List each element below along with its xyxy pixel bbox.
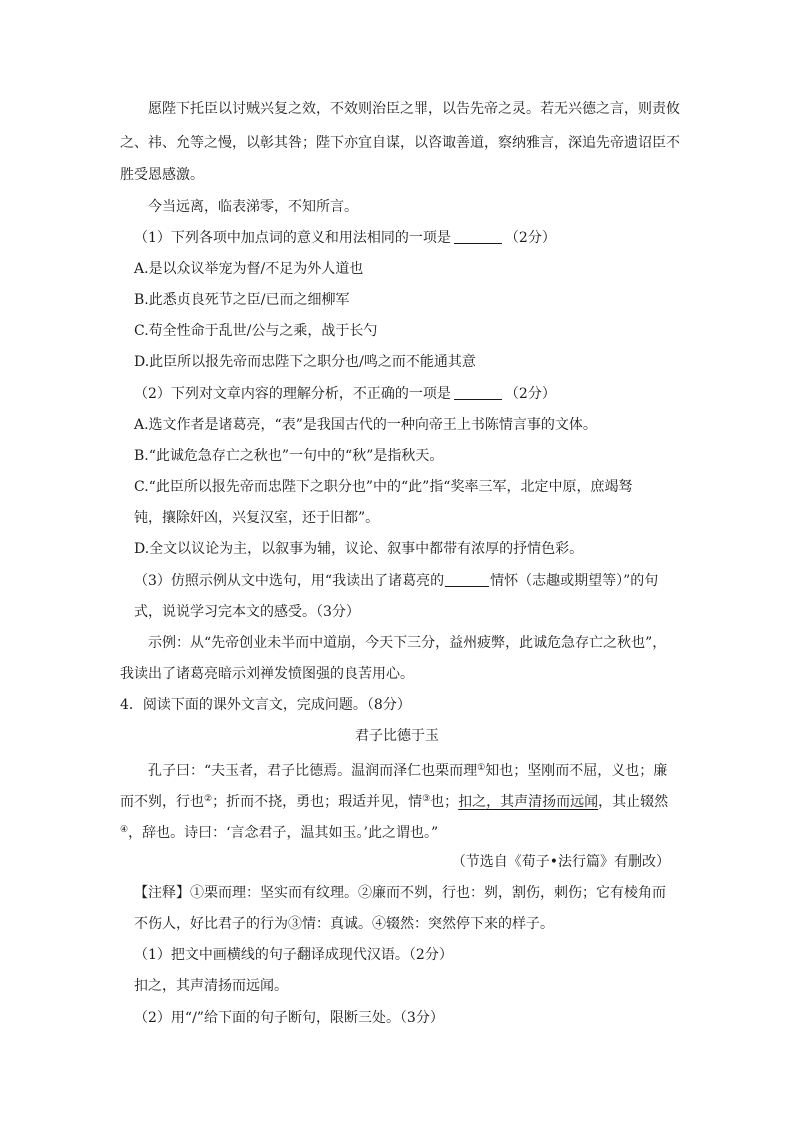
q1-score: （2分） [504, 230, 556, 246]
q4-notes-line-1: 【注释】①栗而理：坚实而有纹理。②廉而不刿，行也：刿，割伤，刺伤；它有棱角而 [134, 885, 666, 901]
q3-stem-part-a: （3）仿照示例从文中选句，用“我读出了诸葛亮的 [134, 573, 445, 589]
passage-paragraph-1-line-2: 之、祎、允等之慢，以彰其咎；陛下亦宜自谋，以咨诹善道，察纳雅言，深追先帝遗诏臣不 [120, 135, 680, 151]
note-marker-4: ④ [120, 825, 129, 835]
q2-score: （2分） [504, 386, 556, 402]
q2-stem-text: （2）下列对文章内容的理解分析，不正确的一项是 [134, 386, 451, 402]
passage-paragraph-1-line-1: 愿陛下托臣以讨贼兴复之效，不效则治臣之罪，以告先帝之灵。若无兴德之言，则责攸 [148, 101, 680, 117]
q3-stem-part-b: 情怀（志趣或期望等）”的句 [490, 573, 659, 589]
passage-paragraph-1-line-3: 胜受恩感激。 [120, 167, 204, 183]
note-marker-1: ① [477, 763, 486, 773]
underlined-sentence: 扣之，其声清扬而远闻 [458, 794, 599, 810]
q4-sub-question-2: （2）用“/”给下面的句子断句，限断三处。（3分） [134, 1010, 444, 1026]
q3-example-line-1: 示例：从“先帝创业未半而中道崩，今天下三分，益州疲弊，此诚危急存亡之秋也”， [148, 635, 667, 651]
q4-text-line-2 [120, 789, 668, 812]
q2-option-c-line-2: 钝，攘除奸凶，兴复汉室，还于旧都”。 [134, 510, 380, 526]
q4-text-line-2-c: 也； [430, 794, 459, 810]
q4-text-line-2-d: ，其止辍然 [598, 794, 669, 810]
q4-text-line-1-a: 孔子曰：“夫玉者，君子比德焉。温润而泽仁也栗而理 [148, 763, 478, 779]
q1-option-c: C.苟全性命于乱世/公与之乘，战于长勺 [134, 323, 378, 339]
q3-answer-blank[interactable] [445, 572, 489, 587]
q4-text-line-3 [120, 820, 438, 843]
q3-stem-line-2: 式，说说学习完本文的感受。（3分） [134, 604, 360, 620]
q3-example-line-2: 我读出了诸葛亮暗示刘禅发愤图强的良苦用心。 [120, 666, 414, 682]
q4-text-line-1-b: 知也；坚刚而不屈，义也；廉 [485, 763, 668, 779]
q2-option-a: A.选文作者是诸葛亮，“表”是我国古代的一种向帝王上书陈情言事的文体。 [134, 417, 597, 433]
q4-notes-line-2: 不伤人，好比君子的行为③情：真诚。④辍然：突然停下来的样子。 [134, 916, 554, 932]
q4-source: （节选自《荀子•法行篇》有删改） [451, 854, 670, 870]
q1-option-b: B.此悉贞良死节之臣/已而之细柳军 [134, 292, 350, 308]
note-marker-2: ② [204, 794, 213, 804]
q1-option-a: A.是以众议举宠为督/不足为外人道也 [134, 261, 364, 277]
q1-option-d: D.此臣所以报先帝而忠陛下之职分也/鸣之而不能通其意 [134, 354, 476, 370]
q2-option-d: D.全文以议论为主，以叙事为辅，议论、叙事中都带有浓厚的抒情色彩。 [134, 541, 584, 557]
q2-answer-blank[interactable] [454, 385, 502, 400]
q4-text-line-1 [148, 758, 667, 781]
q4-sub-question-1: （1）把文中画横线的句子翻译成现代汉语。（2分） [134, 947, 453, 963]
q4-text-line-2-a: 而不刿，行也 [120, 794, 204, 810]
q4-sub-question-1-text: 扣之，其声清扬而远闻。 [134, 978, 288, 994]
q1-stem-text: （1）下列各项中加点词的意义和用法相同的一项是 [134, 230, 451, 246]
q1-stem [134, 228, 556, 248]
q2-option-b: B.“此诚危急存亡之秋也”一句中的“秋”是指秋天。 [134, 448, 444, 464]
q3-stem-line-1 [134, 571, 658, 591]
note-marker-3: ③ [422, 794, 431, 804]
q4-text-title: 君子比德于玉 [355, 728, 439, 744]
q4-text-line-3-a: ，辞也。诗曰：‘言念君子，温其如玉。’此之谓也。” [128, 825, 439, 841]
q2-stem [134, 384, 556, 404]
q4-heading: 4．阅读下面的课外文言文，完成问题。（8分） [120, 697, 411, 713]
passage-paragraph-2: 今当远离，临表涕零，不知所言。 [148, 199, 358, 215]
q2-option-c-line-1: C.“此臣所以报先帝而忠陛下之职分也”中的“此”指“奖率三军，北定中原，庶竭驽 [134, 479, 633, 495]
q4-text-line-2-b: ；折而不挠，勇也；瑕适并见，情 [212, 794, 423, 810]
q1-answer-blank[interactable] [454, 229, 502, 244]
